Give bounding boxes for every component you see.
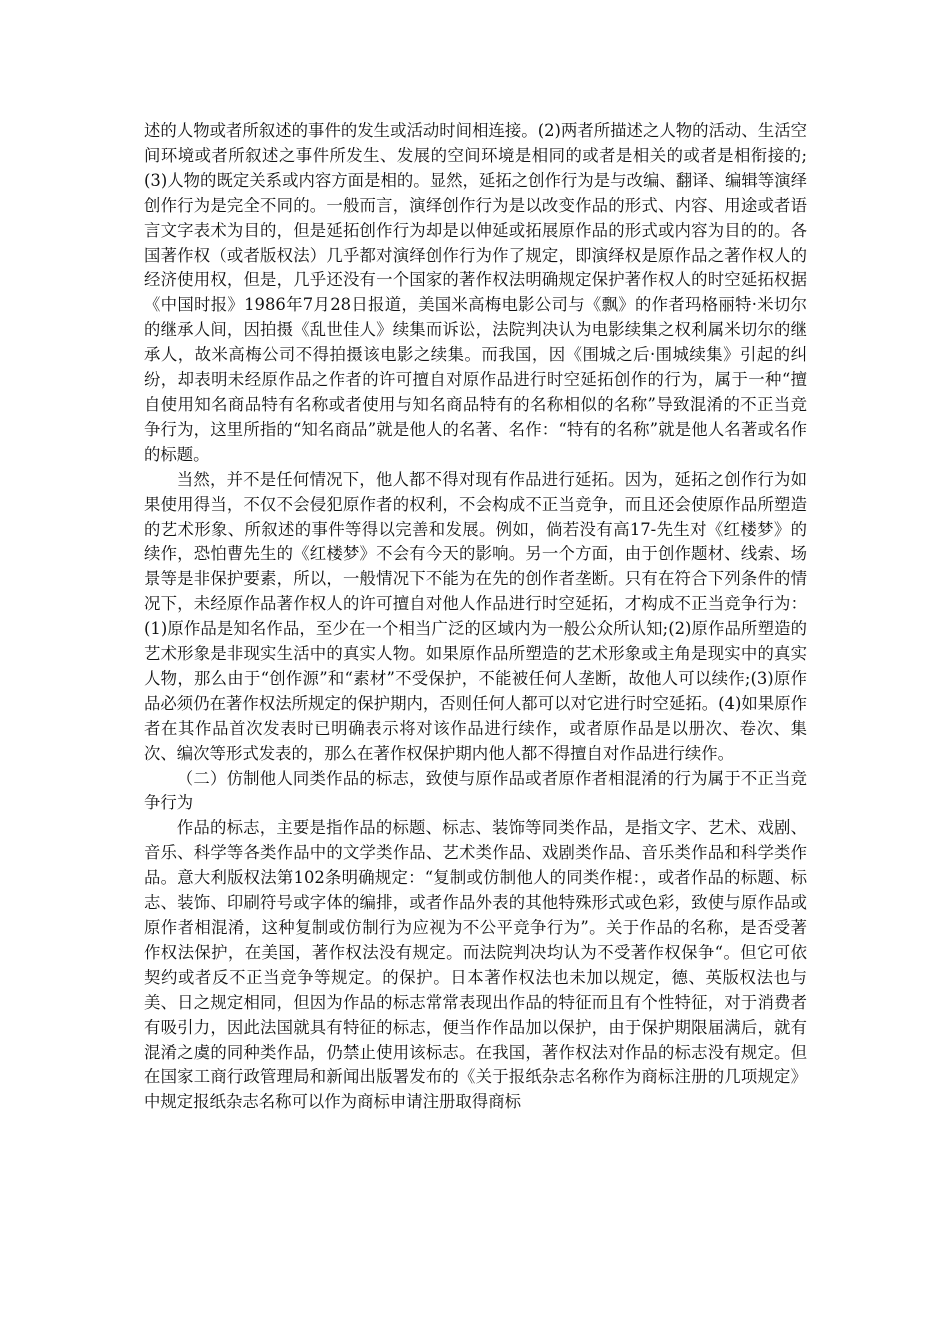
paragraph-1: 述的人物或者所叙述的事件的发生或活动时间相连接。(2)两者所描述之人物的活动、生活空间环境或者所叙述之事件所发生、发展的空间环境是相同的或者是相关的或者是相衔接的;(3)人物的既定关系或内容方面是相的。显然，延拓之创作行为是与改编、翻译、编辑等演绎创作行为是完全不同的。一般而言，演绎创作行为是以改变作品的形式、内容、用途或者语言文字表术为目的，但是延拓创作行为却是以伸延或拓展原作品的形式或内容为目的的。各国著作权（或者版权法）几乎都对演绎创作行为作了规定，即演绎权是原作品之著作权人的经济使用权，但是，几乎还没有一个国家的著作权法明确规定保护著作权人的时空延拓权据《中国时报》1986年7月28日报道，美国米高梅电影公司与《飘》的作者玛格丽特·米切尔的继承人间，因拍摄《乱世佳人》续集而诉讼，法院判决认为电影续集之权利属米切尔的继承人，故米高梅公司不得拍摄该电影之续集。而我国，因《围城之后·围城续集》引起的纠纷，却表明未经原作品之作者的许可擅自对原作品进行时空延拓创作的行为，属于一种“擅自使用知名商品特有名称或者使用与知名商品特有的名称相似的名称”导致混淆的不正当竞争行为，这里所指的“知名商品”就是他人的名著、名作：“特有的名称”就是他人名著或名作的标题。 bbox=[144, 121, 807, 464]
paragraph-2: 当然，并不是任何情况下，他人都不得对现有作品进行延拓。因为，延拓之创作行为如果使用得当，不仅不会侵犯原作者的权利，不会构成不正当竞争，而且还会使原作品所塑造的艺术形象、所叙述的事件等得以完善和发展。例如，倘若没有高17-先生对《红楼梦》的续作，恐怕曹先生的《红楼梦》不会有今天的影响。另一个方面，由于创作题材、线索、场景等是非保护要素，所以，一般情况下不能为在先的创作者垄断。只有在符合下列条件的情况下，未经原作品著作权人的许可擅自对他人作品进行时空延拓，才构成不正当竞争行为：(1)原作品是知名作品，至少在一个相当广泛的区域内为一般公众所认知;(2)原作品所塑造的艺术形象是非现实生活中的真实人物。如果原作品所塑造的艺术形象或主角是现实中的真实人物，那么由于“创作源”和“素材”不受保护，不能被任何人垄断，故他人可以续作;(3)原作品必须仍在著作权法所规定的保护期内，否则任何人都可以对它进行时空延拓。(4)如果原作者在其作品首次发表时已明确表示将对该作品进行续作，或者原作品是以册次、卷次、集次、编次等形式发表的，那么在著作权保护期内他人都不得擅自对作品进行续作。 bbox=[144, 469, 807, 763]
body-text bbox=[144, 119, 807, 1115]
paragraph-3: 作品的标志，主要是指作品的标题、标志、装饰等同类作品，是指文字、艺术、戏剧、音乐、科学等各类作品中的文学类作品、艺术类作品、戏剧类作品、音乐类作品和科学类作品。意大利版权法第102条明确规定：“复制或仿制他人的同类作棍：，或者作品的标题、标志、装饰、印刷符号或字体的编排，或者作品外表的其他特殊形式或色彩，致使与原作品或原作者相混淆，这种复制或仿制行为应视为不公平竞争行为”。关于作品的名称，是否受著作权法保护，在美国，著作权法没有规定。而法院判决均认为不受著作权保争“。但它可依契约或者反不正当竞争等规定。的保护。日本著作权法也未加以规定，德、英版权法也与美、日之规定相同，但因为作品的标志常常表现出作品的特征而且有个性特征，对于消费者有吸引力，因此法国就具有特征的标志，便当作作品加以保护，由于保护期限届满后，就有混淆之虞的同种类作品，仍禁止使用该标志。在我国，著作权法对作品的标志没有规定。但在国家工商行政管理局和新闻出版署发布的《关于报纸杂志名称作为商标注册的几项规定》中规定报纸杂志名称可以作为商标申请注册取得商标 bbox=[144, 818, 807, 1112]
section-heading: （二）仿制他人同类作品的标志，致使与原作品或者原作者相混淆的行为属于不正当竞争行为 bbox=[144, 768, 807, 813]
